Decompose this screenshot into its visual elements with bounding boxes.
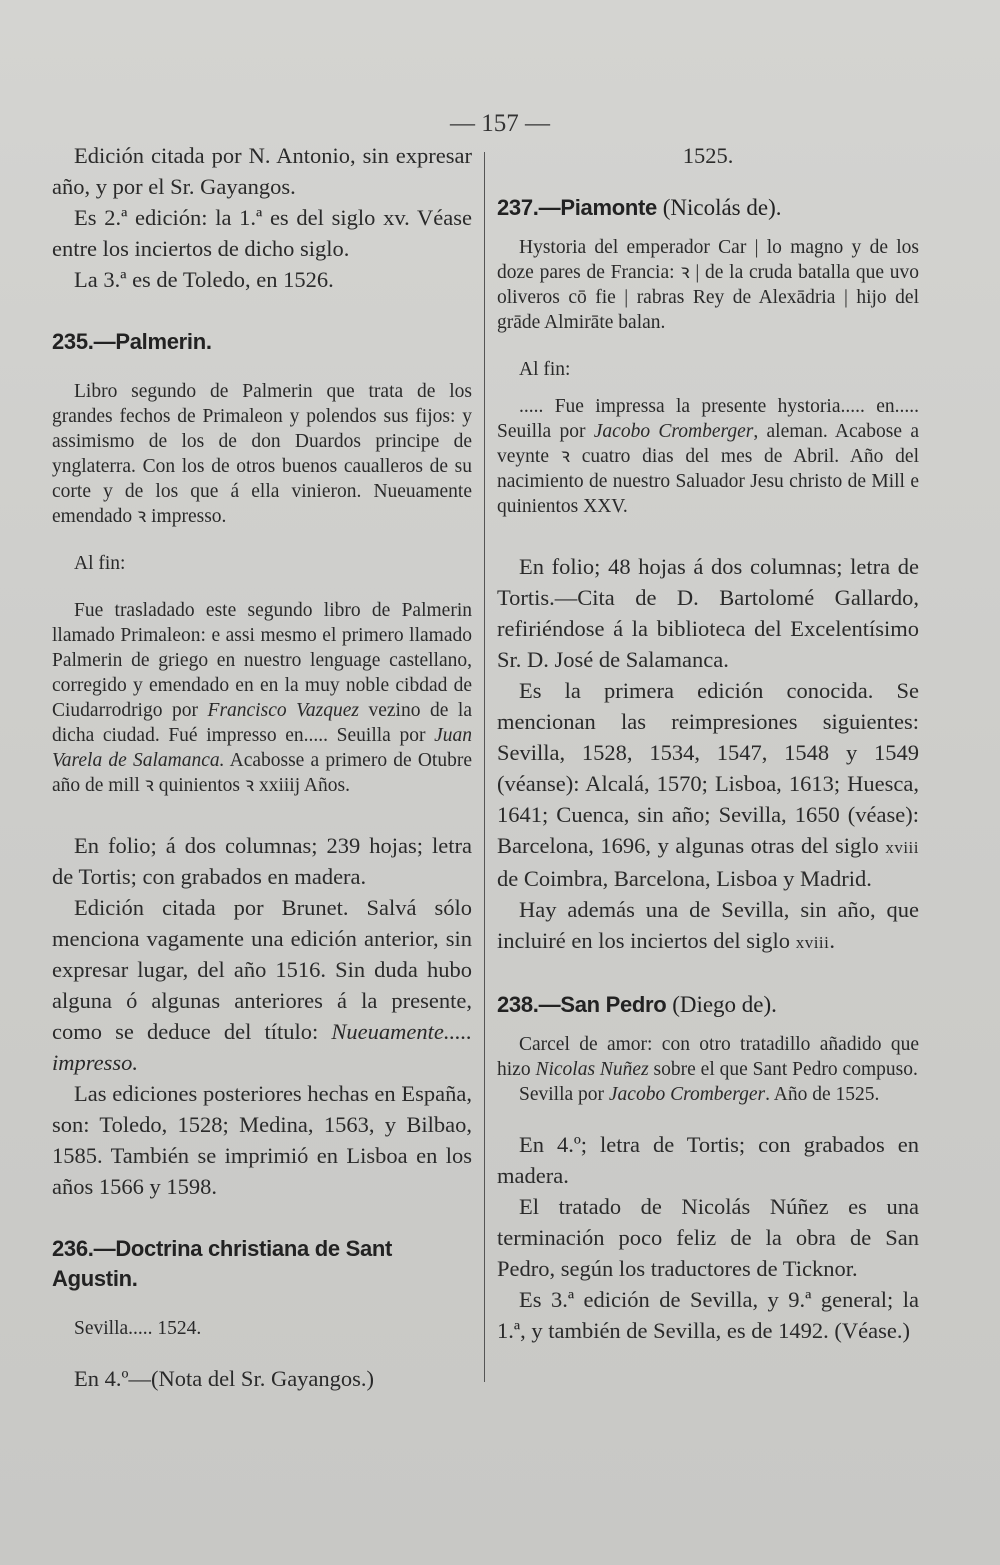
paragraph: En 4.º—(Nota del Sr. Gayangos.) — [74, 1366, 375, 1391]
paragraph: Edición citada por N. Antonio, sin expresar año, y por el Sr. Gayangos. — [52, 143, 472, 199]
entry-heading-237: 237.—Piamonte (Nicolás de). — [497, 195, 782, 220]
entry-heading-236: 236.—Doctrina christiana de Sant Agustin. — [52, 1236, 393, 1291]
paragraph: En 4.º; letra de Tortis; con grabados en madera. — [497, 1132, 919, 1188]
colophon-text: ..... Fue impressa la presente hystoria..... en..... Seuilla por Jacobo Cromberger, aleman. Acabose a veynte ꝛ cuatro dias del mes de Abril. Año del nacimiento de nuestro Saluador Jesu christo de Mill e quinientos XXV. — [497, 396, 920, 517]
italic-name: Jacobo Cromberger — [593, 421, 754, 442]
year-line: 1525. — [682, 143, 734, 168]
paragraph: Las ediciones posteriores hechas en España, son: Toledo, 1528; Medina, 1563, y Bilbao, 1585. También se imprimió en Lisboa en los años 1566 y 1598. — [52, 1081, 472, 1199]
paragraph: Es la primera edición conocida. Se mencionan las reimpresiones siguientes: Sevilla, 1528, 1534, 1547, 1548 y 1549 (véanse): Alcalá, 1570; Lisboa, 1613; Huesca, 1641; Cuenca, sin año; Sevilla, 1650 (véase): Barcelona, 1696, y algunas otras del siglo xviii de Coimbra, Barcelona, Lisboa y Madrid. — [497, 678, 919, 891]
italic-name: Jacobo Cromberger — [608, 1084, 766, 1105]
italic-name: Nicolas Nuñez — [535, 1059, 649, 1080]
paragraph: La 3.ª es de Toledo, en 1526. — [74, 267, 334, 292]
column-divider — [484, 152, 485, 1382]
colophon-label: Al fin: — [519, 359, 571, 380]
entry-heading-238: 238.—San Pedro (Diego de). — [497, 992, 777, 1017]
left-column — [52, 140, 472, 1394]
title-transcription: Carcel de amor: con otro tratadillo añadido que hizo Nicolas Nuñez sobre el que Sant Pedro compuso. — [497, 1034, 919, 1080]
title-transcription: Hystoria del emperador Car | lo magno y de los doze pares de Francia: ꝛ | de la cruda batalla que uvo oliveros cō fie | rabras Rey de Alexādria | hijo del grāde Almirāte balan. — [497, 237, 919, 333]
paragraph: Es 2.ª edición: la 1.ª es del siglo xv. Véase entre los inciertos de dicho siglo. — [52, 205, 472, 261]
colophon-label: Al fin: — [74, 553, 126, 574]
italic-name: Francisco Vazquez — [207, 700, 359, 721]
paragraph: Es 3.ª edición de Sevilla, y 9.ª general; la 1.ª, y también de Sevilla, es de 1492. (Véase.) — [497, 1287, 919, 1343]
title-transcription: Libro segundo de Palmerin que trata de los grandes fechos de Primaleon y polendos sus fijos: y assimismo de los de don Duardos principe de ynglaterra. Con los de otros buenos caualleros de su corte y de los que á ella vinieron. Nueuamente emendado ꝛ impresso. — [52, 381, 472, 527]
italic-title: Nueuamente..... impresso. — [52, 1019, 472, 1075]
paragraph: En folio; á dos columnas; 239 hojas; letra de Tortis; con grabados en madera. — [52, 833, 472, 889]
colophon-text: Fue trasladado este segundo libro de Palmerin llamado Primaleon: e assi mesmo el primero llamado Palmerin de griego en nuestro lenguage castellano, corregido y emendado en en la muy noble cibdad de Ciudarrodrigo por Francisco Vazquez vezino de la dicha ciudad. Fué impresso en..... Seuilla por Juan Varela de Salamanca. Acabosse a primero de Otubre año de mill ꝛ quinientos ꝛ xxiiij Años. — [52, 600, 473, 796]
paragraph: Edición citada por Brunet. Salvá sólo menciona vagamente una edición anterior, sin expresar lugar, del año 1516. Sin duda hubo alguna ó algunas anteriores á la presente, como se deduce del título: Nueuamente..... impresso. — [52, 895, 472, 1075]
imprint: Sevilla..... 1524. — [74, 1318, 202, 1339]
page-number: — 157 — — [450, 110, 550, 137]
entry-heading-235: 235.—Palmerin. — [52, 329, 212, 354]
paragraph: Hay además una de Sevilla, sin año, que incluiré en los inciertos del siglo xviii. — [497, 897, 919, 953]
italic-name: Juan Varela de Salamanca. — [52, 725, 472, 771]
right-column — [497, 140, 919, 1346]
imprint: Sevilla por Jacobo Cromberger. Año de 1525. — [519, 1084, 880, 1105]
paragraph: En folio; 48 hojas á dos columnas; letra de Tortis.—Cita de D. Bartolomé Gallardo, refiriéndose á la biblioteca del Excelentísimo Sr. D. José de Salamanca. — [497, 554, 919, 672]
paragraph: El tratado de Nicolás Núñez es una terminación poco feliz de la obra de San Pedro, según los traductores de Ticknor. — [497, 1194, 919, 1281]
